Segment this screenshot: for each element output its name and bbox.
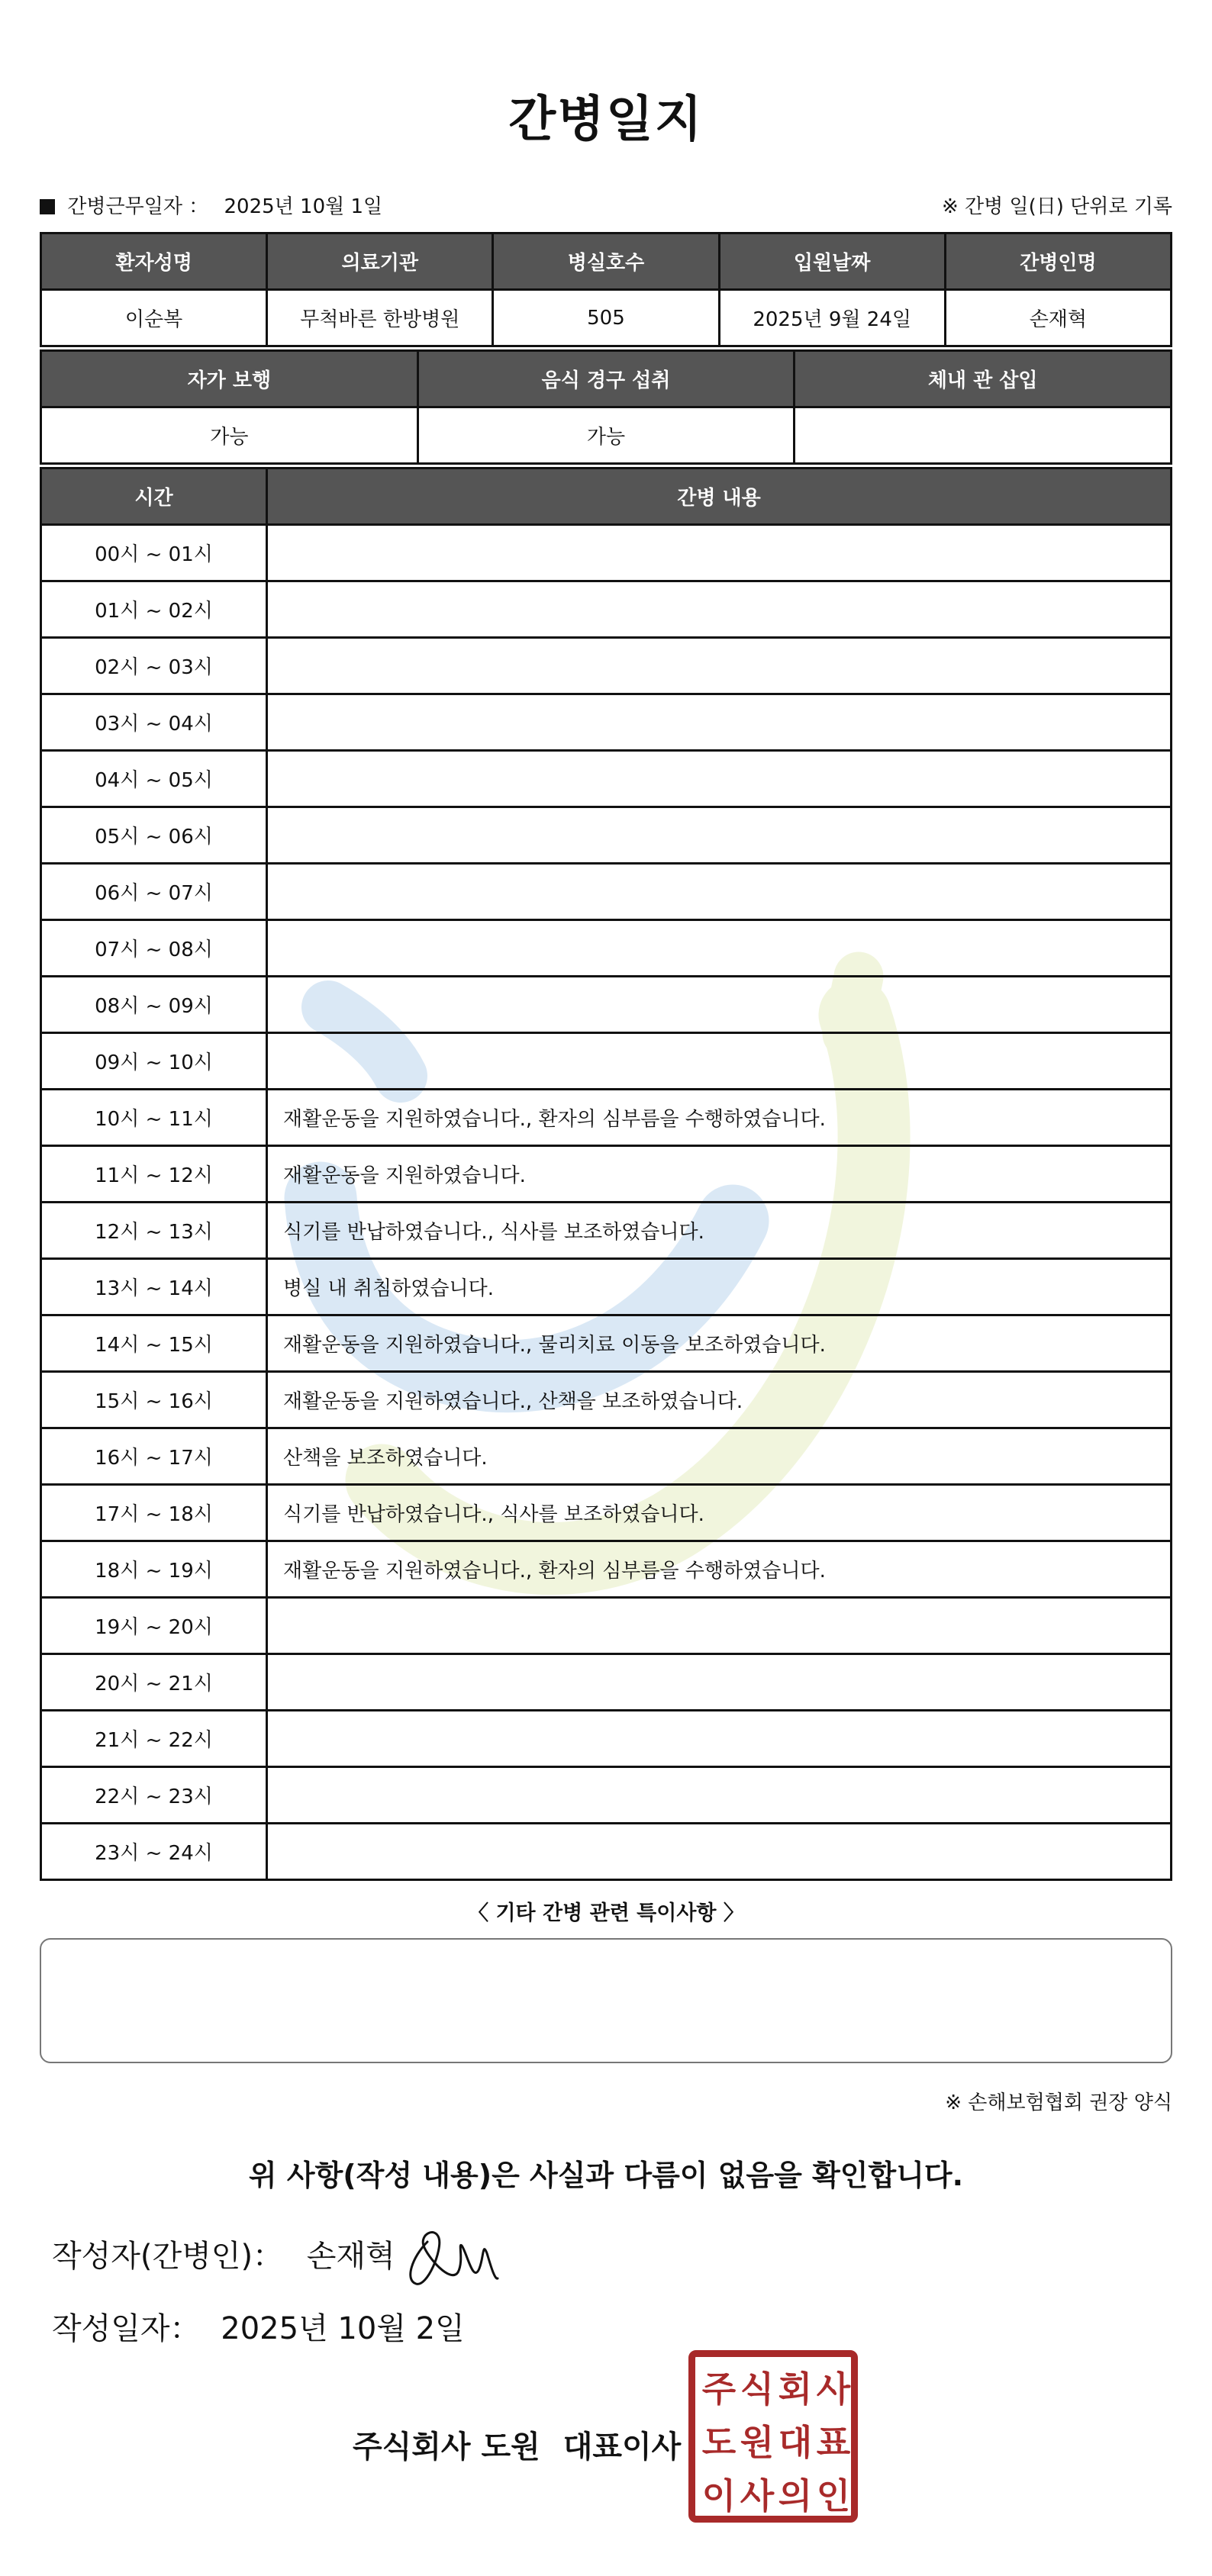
oral-intake-value: 가능 [417, 407, 795, 464]
caregiver-name: 손재혁 [945, 290, 1171, 346]
writer-label: 작성자(간병인)： [52, 2239, 284, 2274]
table-row [41, 1541, 1172, 1598]
care-log-table [40, 467, 1172, 1881]
company-seal [688, 2350, 858, 2523]
time-slot: 01시 ~ 02시 [41, 581, 267, 638]
care-content[interactable] [267, 807, 1172, 864]
table-row [41, 1711, 1172, 1767]
writing-date-label: 작성일자： [52, 2311, 201, 2346]
care-content[interactable]: 식기를 반납하였습니다., 식사를 보조하였습니다. [267, 1485, 1172, 1541]
time-slot: 17시 ~ 18시 [41, 1485, 267, 1541]
seal-character: 표 [816, 2422, 851, 2463]
care-content[interactable] [267, 864, 1172, 920]
care-content[interactable] [267, 1824, 1172, 1880]
table-row [41, 1146, 1172, 1203]
care-content[interactable]: 재활운동을 지원하였습니다., 산책을 보조하였습니다. [267, 1372, 1172, 1428]
header-time: 시간 [41, 469, 267, 525]
seal-character: 사 [740, 2475, 775, 2516]
care-content[interactable]: 병실 내 취침하였습니다. [267, 1259, 1172, 1315]
care-content[interactable]: 식기를 반납하였습니다., 식사를 보조하였습니다. [267, 1203, 1172, 1259]
care-content[interactable] [267, 920, 1172, 977]
time-slot: 10시 ~ 11시 [41, 1090, 267, 1146]
care-content[interactable]: 산책을 보조하였습니다. [267, 1428, 1172, 1485]
patient-info-table [40, 232, 1172, 347]
work-date-label: 간병근무일자 ： [67, 195, 209, 218]
table-row [41, 807, 1172, 864]
seal-character: 주 [701, 2368, 737, 2410]
table-row [41, 1090, 1172, 1146]
patient-name: 이순복 [41, 290, 267, 346]
table-row [41, 751, 1172, 807]
meta-row [40, 191, 1172, 221]
table-row [41, 581, 1172, 638]
seal-character: 원 [740, 2422, 775, 2463]
daily-note: ※ 간병 일(日) 단위로 기록 [941, 195, 1172, 218]
table-row [41, 864, 1172, 920]
time-slot: 22시 ~ 23시 [41, 1767, 267, 1824]
table-row [41, 1485, 1172, 1541]
care-content[interactable]: 재활운동을 지원하였습니다., 환자의 심부름을 수행하였습니다. [267, 1090, 1172, 1146]
writing-date-line [52, 2304, 465, 2348]
header-hospital: 의료기관 [267, 233, 493, 290]
confirmation-statement: 위 사항(작성 내용)은 사실과 다름이 없음을 확인합니다. [248, 2159, 964, 2192]
table-row [41, 525, 1172, 581]
time-slot: 05시 ~ 06시 [41, 807, 267, 864]
table-row [41, 1259, 1172, 1315]
care-content[interactable] [267, 1598, 1172, 1654]
time-slot: 20시 ~ 21시 [41, 1654, 267, 1711]
table-row [41, 1203, 1172, 1259]
seal-character: 회 [778, 2368, 813, 2410]
table-row [41, 638, 1172, 694]
care-content[interactable] [267, 1767, 1172, 1824]
table-row [41, 1767, 1172, 1824]
header-oral-intake: 음식 경구 섭취 [417, 351, 795, 407]
care-content[interactable]: 재활운동을 지원하였습니다., 물리치료 이동을 보조하였습니다. [267, 1315, 1172, 1372]
time-slot: 00시 ~ 01시 [41, 525, 267, 581]
document-title: 간병일지 [508, 92, 704, 148]
header-admission-date: 입원날짜 [719, 233, 945, 290]
table-row [41, 977, 1172, 1033]
care-content[interactable] [267, 977, 1172, 1033]
time-slot: 13시 ~ 14시 [41, 1259, 267, 1315]
tube-insertion-value [795, 407, 1172, 464]
care-content[interactable] [267, 694, 1172, 751]
time-slot: 03시 ~ 04시 [41, 694, 267, 751]
table-row [41, 1654, 1172, 1711]
seal-character: 의 [778, 2475, 813, 2516]
time-slot: 19시 ~ 20시 [41, 1598, 267, 1654]
self-walking-value: 가능 [41, 407, 418, 464]
seal-character: 사 [816, 2368, 851, 2410]
care-content[interactable] [267, 751, 1172, 807]
table-row [41, 694, 1172, 751]
square-bullet-icon [40, 199, 55, 214]
patient-status-table [40, 349, 1172, 465]
table-row [41, 920, 1172, 977]
seal-character: 식 [740, 2368, 775, 2410]
seal-character: 인 [816, 2475, 851, 2516]
seal-character: 도 [701, 2422, 737, 2463]
time-slot: 16시 ~ 17시 [41, 1428, 267, 1485]
time-slot: 21시 ~ 22시 [41, 1711, 267, 1767]
care-content[interactable] [267, 581, 1172, 638]
header-room: 병실호수 [493, 233, 719, 290]
company-line [353, 2423, 681, 2466]
care-content[interactable] [267, 1033, 1172, 1090]
notes-title: 〈 기타 간병 관련 특이사항 〉 [468, 1901, 744, 1925]
care-content[interactable] [267, 1654, 1172, 1711]
care-content[interactable] [267, 1711, 1172, 1767]
recommendation-note: ※ 손해보험협회 권장 양식 [945, 2091, 1172, 2114]
work-date-value: 2025년 10월 1일 [224, 195, 383, 218]
table-row [41, 1428, 1172, 1485]
header-patient-name: 환자성명 [41, 233, 267, 290]
time-slot: 04시 ~ 05시 [41, 751, 267, 807]
time-slot: 23시 ~ 24시 [41, 1824, 267, 1880]
header-care-content: 간병 내용 [267, 469, 1172, 525]
seal-character: 대 [778, 2422, 813, 2463]
time-slot: 09시 ~ 10시 [41, 1033, 267, 1090]
writer-line [52, 2232, 395, 2275]
hospital-name: 무척바른 한방병원 [267, 290, 493, 346]
time-slot: 06시 ~ 07시 [41, 864, 267, 920]
care-content[interactable]: 재활운동을 지원하였습니다., 환자의 심부름을 수행하였습니다. [267, 1541, 1172, 1598]
notes-box[interactable] [40, 1938, 1172, 2063]
header-caregiver: 간병인명 [945, 233, 1171, 290]
care-content[interactable] [267, 638, 1172, 694]
header-tube-insertion: 체내 관 삽입 [795, 351, 1172, 407]
care-content[interactable]: 재활운동을 지원하였습니다. [267, 1146, 1172, 1203]
seal-characters [700, 2360, 853, 2520]
care-content[interactable] [267, 525, 1172, 581]
room-number: 505 [493, 290, 719, 346]
seal-character: 이 [701, 2475, 737, 2516]
writing-date-value: 2025년 10월 2일 [221, 2311, 465, 2346]
time-slot: 18시 ~ 19시 [41, 1541, 267, 1598]
header-self-walking: 자가 보행 [41, 351, 418, 407]
handwritten-signature [397, 2211, 511, 2295]
work-date [40, 191, 382, 219]
company-title: 대표이사 [562, 2429, 682, 2465]
company-name: 주식회사 도원 [353, 2429, 540, 2465]
table-row [41, 1315, 1172, 1372]
time-slot: 08시 ~ 09시 [41, 977, 267, 1033]
time-slot: 07시 ~ 08시 [41, 920, 267, 977]
table-row [41, 1372, 1172, 1428]
time-slot: 15시 ~ 16시 [41, 1372, 267, 1428]
admission-date: 2025년 9월 24일 [719, 290, 945, 346]
care-log-body [41, 525, 1172, 1880]
time-slot: 11시 ~ 12시 [41, 1146, 267, 1203]
writer-name: 손재혁 [306, 2239, 395, 2274]
table-row [41, 1033, 1172, 1090]
time-slot: 14시 ~ 15시 [41, 1315, 267, 1372]
table-row [41, 1598, 1172, 1654]
time-slot: 02시 ~ 03시 [41, 638, 267, 694]
time-slot: 12시 ~ 13시 [41, 1203, 267, 1259]
table-row [41, 1824, 1172, 1880]
